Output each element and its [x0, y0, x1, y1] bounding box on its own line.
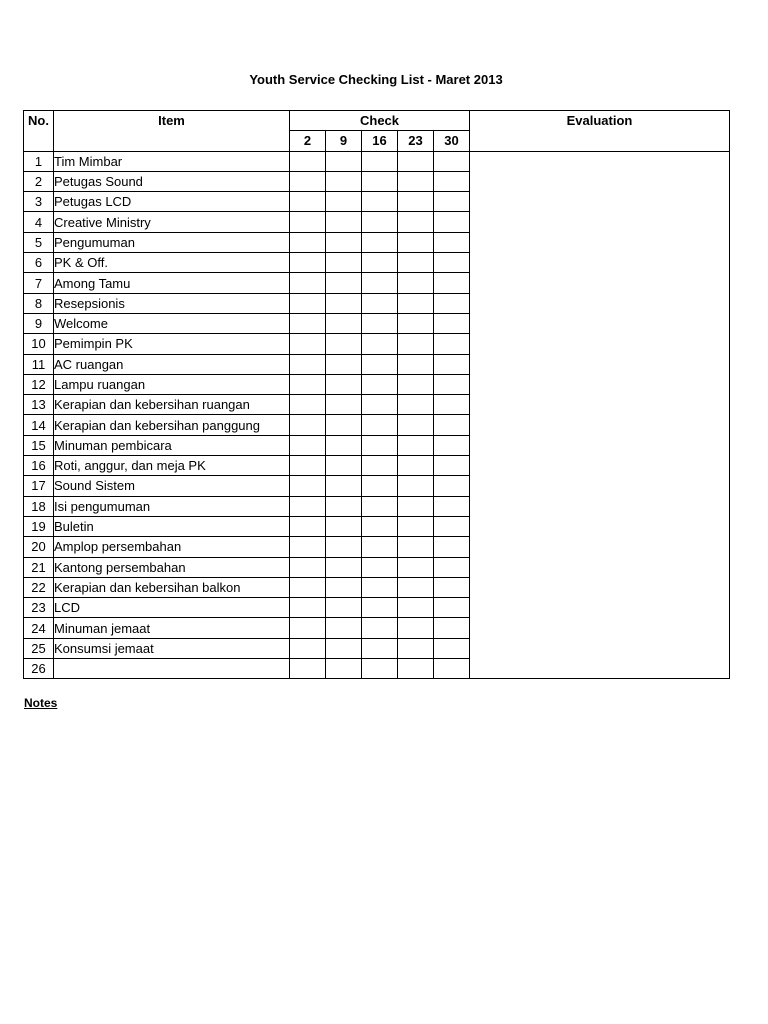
row-number: 15 — [24, 435, 54, 455]
check-cell[interactable] — [434, 598, 470, 618]
row-number: 12 — [24, 374, 54, 394]
check-cell[interactable] — [434, 435, 470, 455]
check-cell[interactable] — [362, 638, 398, 658]
check-cell[interactable] — [398, 537, 434, 557]
check-cell[interactable] — [398, 598, 434, 618]
check-cell[interactable] — [326, 253, 362, 273]
check-cell[interactable] — [398, 313, 434, 333]
check-cell[interactable] — [326, 293, 362, 313]
check-cell[interactable] — [434, 618, 470, 638]
check-cell[interactable] — [326, 313, 362, 333]
check-cell[interactable] — [398, 374, 434, 394]
row-item: Isi pengumuman — [54, 496, 290, 516]
check-cell[interactable] — [326, 212, 362, 232]
row-item: LCD — [54, 598, 290, 618]
check-cell[interactable] — [434, 577, 470, 597]
row-item: Minuman jemaat — [54, 618, 290, 638]
check-cell[interactable] — [434, 659, 470, 679]
row-item: Creative Ministry — [54, 212, 290, 232]
check-cell[interactable] — [290, 638, 326, 658]
check-cell[interactable] — [434, 395, 470, 415]
check-cell[interactable] — [326, 557, 362, 577]
check-cell[interactable] — [326, 192, 362, 212]
check-cell[interactable] — [290, 354, 326, 374]
check-cell[interactable] — [326, 537, 362, 557]
check-cell[interactable] — [362, 293, 398, 313]
check-cell[interactable] — [326, 151, 362, 171]
check-cell[interactable] — [398, 516, 434, 536]
check-cell[interactable] — [362, 151, 398, 171]
row-item: Resepsionis — [54, 293, 290, 313]
check-cell[interactable] — [398, 557, 434, 577]
check-cell[interactable] — [434, 456, 470, 476]
check-cell[interactable] — [290, 618, 326, 638]
check-cell[interactable] — [326, 171, 362, 191]
check-cell[interactable] — [398, 415, 434, 435]
row-number: 6 — [24, 253, 54, 273]
check-cell[interactable] — [398, 496, 434, 516]
check-cell[interactable] — [398, 334, 434, 354]
check-cell[interactable] — [326, 456, 362, 476]
check-cell[interactable] — [362, 395, 398, 415]
check-cell[interactable] — [362, 659, 398, 679]
header-date: 9 — [326, 131, 362, 151]
check-cell[interactable] — [434, 476, 470, 496]
check-cell[interactable] — [398, 192, 434, 212]
row-item — [54, 659, 290, 679]
check-cell[interactable] — [290, 334, 326, 354]
row-number: 8 — [24, 293, 54, 313]
header-date: 23 — [398, 131, 434, 151]
check-cell[interactable] — [326, 618, 362, 638]
row-item: Welcome — [54, 313, 290, 333]
check-cell[interactable] — [290, 212, 326, 232]
check-cell[interactable] — [290, 557, 326, 577]
check-cell[interactable] — [290, 171, 326, 191]
row-item: PK & Off. — [54, 253, 290, 273]
row-item: Roti, anggur, dan meja PK — [54, 456, 290, 476]
check-cell[interactable] — [434, 293, 470, 313]
check-cell[interactable] — [362, 577, 398, 597]
check-cell[interactable] — [398, 293, 434, 313]
check-cell[interactable] — [434, 253, 470, 273]
row-number: 25 — [24, 638, 54, 658]
check-cell[interactable] — [362, 496, 398, 516]
check-cell[interactable] — [290, 496, 326, 516]
check-cell[interactable] — [398, 232, 434, 252]
check-cell[interactable] — [398, 354, 434, 374]
check-cell[interactable] — [326, 395, 362, 415]
row-number: 21 — [24, 557, 54, 577]
check-cell[interactable] — [290, 476, 326, 496]
row-number: 9 — [24, 313, 54, 333]
check-cell[interactable] — [434, 192, 470, 212]
check-cell[interactable] — [326, 273, 362, 293]
document-title: Youth Service Checking List - Maret 2013 — [249, 72, 503, 87]
check-cell[interactable] — [326, 496, 362, 516]
check-cell[interactable] — [434, 638, 470, 658]
row-number: 16 — [24, 456, 54, 476]
check-cell[interactable] — [434, 557, 470, 577]
header-evaluation: Evaluation — [470, 111, 730, 152]
row-number: 23 — [24, 598, 54, 618]
check-cell[interactable] — [362, 415, 398, 435]
check-cell[interactable] — [434, 212, 470, 232]
check-cell[interactable] — [434, 516, 470, 536]
row-item: Lampu ruangan — [54, 374, 290, 394]
row-item: Minuman pembicara — [54, 435, 290, 455]
check-cell[interactable] — [326, 415, 362, 435]
check-cell[interactable] — [398, 151, 434, 171]
check-cell[interactable] — [398, 395, 434, 415]
check-cell[interactable] — [362, 537, 398, 557]
check-cell[interactable] — [290, 577, 326, 597]
row-item: Kantong persembahan — [54, 557, 290, 577]
check-cell[interactable] — [434, 334, 470, 354]
row-number: 22 — [24, 577, 54, 597]
check-cell[interactable] — [290, 456, 326, 476]
check-cell[interactable] — [434, 273, 470, 293]
check-cell[interactable] — [434, 537, 470, 557]
check-cell[interactable] — [398, 212, 434, 232]
check-cell[interactable] — [398, 577, 434, 597]
check-cell[interactable] — [290, 395, 326, 415]
row-number: 13 — [24, 395, 54, 415]
check-cell[interactable] — [434, 313, 470, 333]
check-cell[interactable] — [326, 354, 362, 374]
check-cell[interactable] — [362, 171, 398, 191]
row-number: 24 — [24, 618, 54, 638]
row-number: 17 — [24, 476, 54, 496]
check-cell[interactable] — [434, 171, 470, 191]
row-item: Kerapian dan kebersihan ruangan — [54, 395, 290, 415]
row-item: Pengumuman — [54, 232, 290, 252]
check-cell[interactable] — [362, 313, 398, 333]
check-cell[interactable] — [326, 598, 362, 618]
check-cell[interactable] — [362, 334, 398, 354]
check-cell[interactable] — [362, 192, 398, 212]
row-item: Buletin — [54, 516, 290, 536]
check-cell[interactable] — [398, 618, 434, 638]
check-cell[interactable] — [362, 212, 398, 232]
check-cell[interactable] — [434, 354, 470, 374]
row-item: Petugas Sound — [54, 171, 290, 191]
check-cell[interactable] — [290, 232, 326, 252]
row-number: 20 — [24, 537, 54, 557]
check-cell[interactable] — [326, 374, 362, 394]
check-cell[interactable] — [290, 516, 326, 536]
header-date: 2 — [290, 131, 326, 151]
check-cell[interactable] — [290, 151, 326, 171]
check-cell[interactable] — [290, 659, 326, 679]
check-cell[interactable] — [362, 476, 398, 496]
row-item: Sound Sistem — [54, 476, 290, 496]
check-cell[interactable] — [290, 313, 326, 333]
check-cell[interactable] — [398, 253, 434, 273]
table-body — [24, 151, 730, 679]
check-cell[interactable] — [398, 435, 434, 455]
check-cell[interactable] — [290, 537, 326, 557]
check-cell[interactable] — [434, 151, 470, 171]
row-number: 26 — [24, 659, 54, 679]
check-cell[interactable] — [326, 476, 362, 496]
row-number: 10 — [24, 334, 54, 354]
check-cell[interactable] — [362, 273, 398, 293]
row-number: 11 — [24, 354, 54, 374]
check-cell[interactable] — [290, 273, 326, 293]
check-cell[interactable] — [362, 435, 398, 455]
header-check: Check — [290, 111, 470, 131]
row-number: 1 — [24, 151, 54, 171]
check-cell[interactable] — [362, 354, 398, 374]
header-no: No. — [24, 111, 54, 152]
header-date: 30 — [434, 131, 470, 151]
table-row — [24, 151, 730, 171]
row-number: 7 — [24, 273, 54, 293]
row-number: 14 — [24, 415, 54, 435]
check-cell[interactable] — [326, 659, 362, 679]
check-cell[interactable] — [362, 598, 398, 618]
row-number: 2 — [24, 171, 54, 191]
row-item: Petugas LCD — [54, 192, 290, 212]
row-item: AC ruangan — [54, 354, 290, 374]
check-cell[interactable] — [290, 253, 326, 273]
checklist-table — [23, 110, 730, 679]
check-cell[interactable] — [434, 374, 470, 394]
row-item: Tim Mimbar — [54, 151, 290, 171]
check-cell[interactable] — [362, 557, 398, 577]
notes-label: Notes — [24, 696, 58, 710]
row-item: Kerapian dan kebersihan panggung — [54, 415, 290, 435]
check-cell[interactable] — [290, 192, 326, 212]
check-cell[interactable] — [398, 273, 434, 293]
check-cell[interactable] — [290, 415, 326, 435]
check-cell[interactable] — [398, 171, 434, 191]
row-item: Konsumsi jemaat — [54, 638, 290, 658]
check-cell[interactable] — [362, 374, 398, 394]
check-cell[interactable] — [326, 232, 362, 252]
check-cell[interactable] — [290, 598, 326, 618]
check-cell[interactable] — [398, 638, 434, 658]
check-cell[interactable] — [362, 516, 398, 536]
check-cell[interactable] — [290, 293, 326, 313]
check-cell[interactable] — [362, 232, 398, 252]
check-cell[interactable] — [398, 476, 434, 496]
row-item: Amplop persembahan — [54, 537, 290, 557]
row-number: 3 — [24, 192, 54, 212]
row-number: 18 — [24, 496, 54, 516]
check-cell[interactable] — [398, 456, 434, 476]
check-cell[interactable] — [290, 374, 326, 394]
row-number: 19 — [24, 516, 54, 536]
check-cell[interactable] — [290, 435, 326, 455]
check-cell[interactable] — [362, 618, 398, 638]
check-cell[interactable] — [434, 496, 470, 516]
header-date: 16 — [362, 131, 398, 151]
check-cell[interactable] — [362, 253, 398, 273]
row-number: 4 — [24, 212, 54, 232]
check-cell[interactable] — [326, 577, 362, 597]
row-number: 5 — [24, 232, 54, 252]
check-cell[interactable] — [362, 456, 398, 476]
check-cell[interactable] — [326, 516, 362, 536]
header-item: Item — [54, 111, 290, 152]
row-item: Pemimpin PK — [54, 334, 290, 354]
check-cell[interactable] — [326, 638, 362, 658]
evaluation-cell[interactable] — [470, 151, 730, 679]
check-cell[interactable] — [398, 659, 434, 679]
row-item: Kerapian dan kebersihan balkon — [54, 577, 290, 597]
check-cell[interactable] — [434, 232, 470, 252]
header-row — [24, 111, 730, 131]
check-cell[interactable] — [326, 334, 362, 354]
check-cell[interactable] — [434, 415, 470, 435]
row-item: Among Tamu — [54, 273, 290, 293]
check-cell[interactable] — [326, 435, 362, 455]
